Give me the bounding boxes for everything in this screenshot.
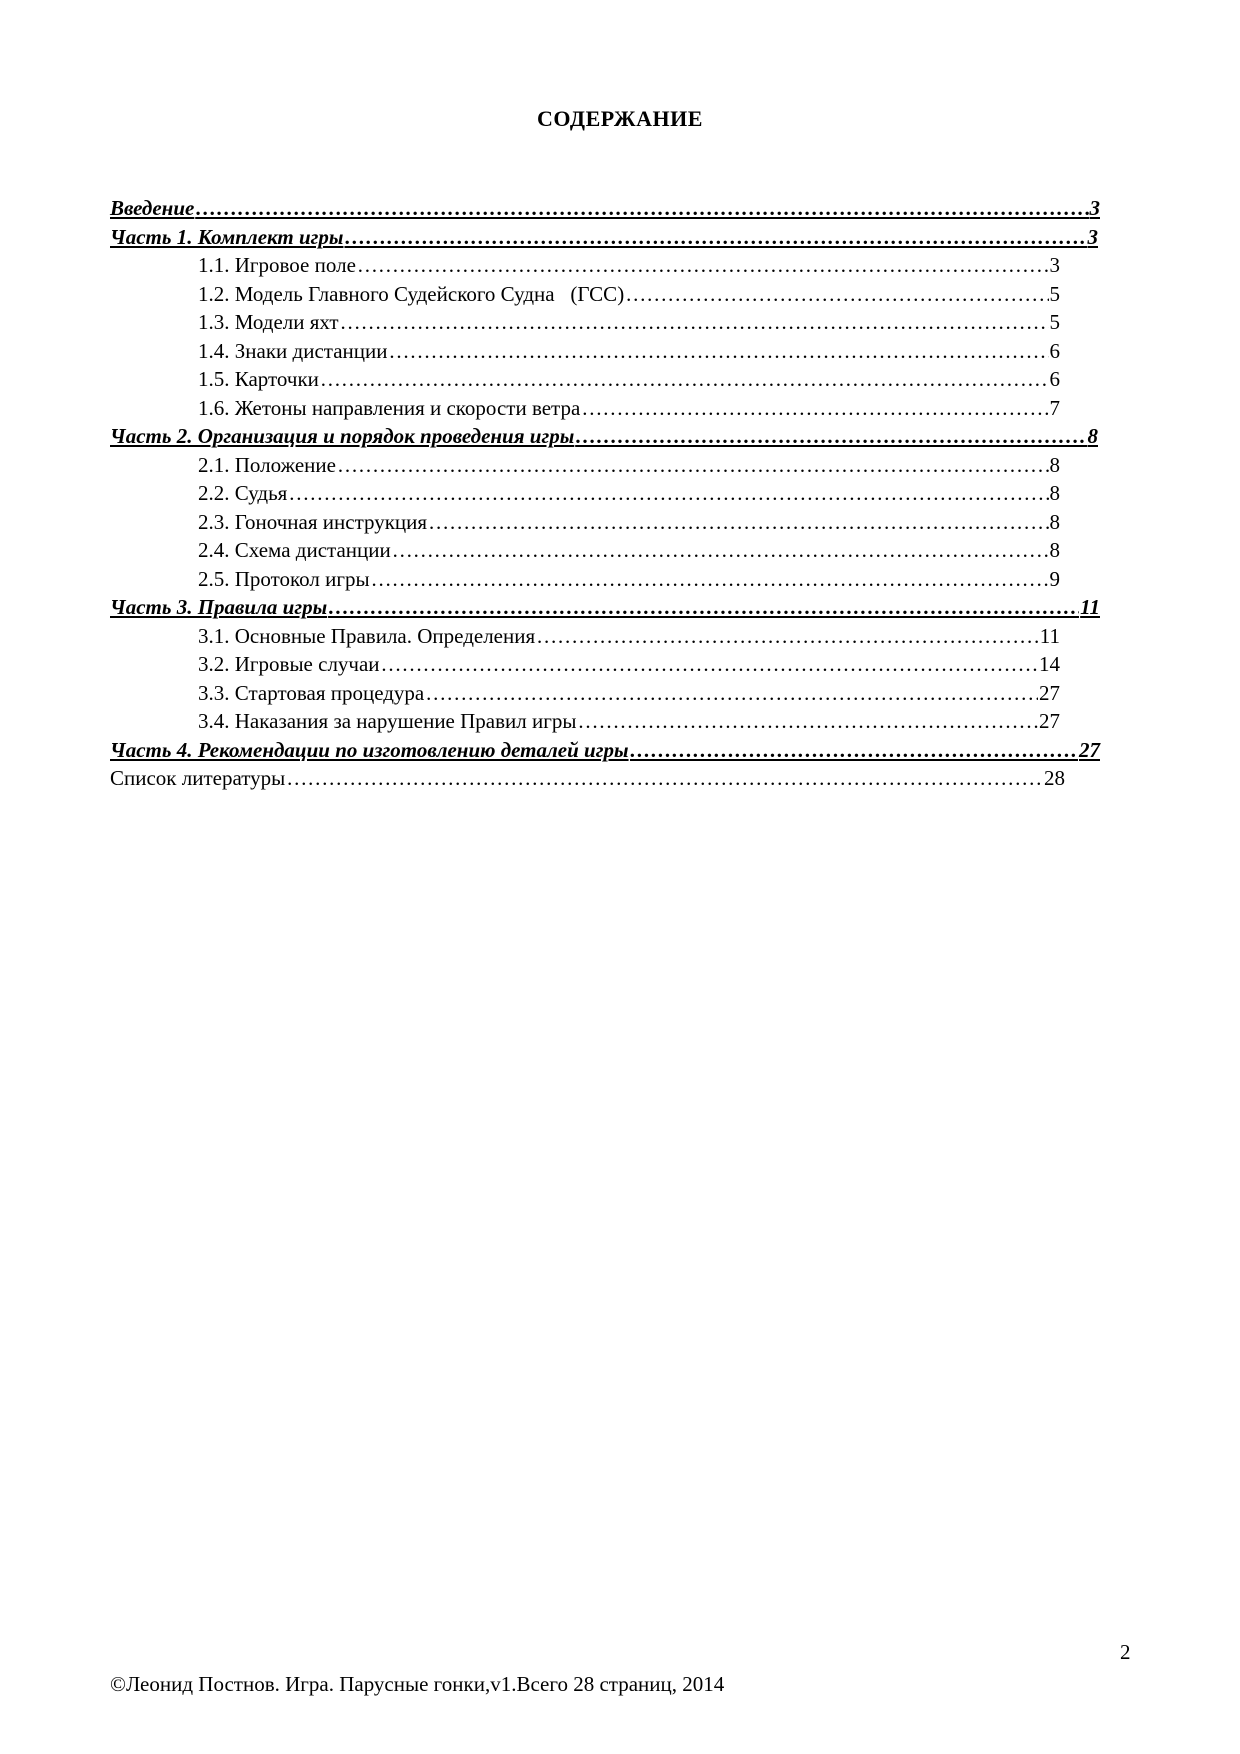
- toc-page-number: 5: [1049, 310, 1060, 334]
- toc-entry-label: Список литературы: [110, 766, 286, 790]
- toc-page-number: 27: [1039, 709, 1060, 733]
- toc-page-number: 6: [1049, 367, 1060, 391]
- toc-entry-label: Часть 1. Комплект игры: [110, 224, 344, 249]
- toc-dot-leader: [195, 196, 1088, 221]
- toc-entry-part-4[interactable]: [110, 738, 1100, 767]
- toc-entry-label: 2.3. Гоночная инструкция: [198, 509, 428, 534]
- toc-entry-2-2[interactable]: [110, 481, 1060, 510]
- toc-entry-intro[interactable]: [110, 196, 1100, 225]
- toc-dot-leader: [288, 481, 1048, 506]
- toc-page-number: 8: [1049, 481, 1060, 505]
- toc-dot-leader: [577, 709, 1038, 734]
- toc-page-number: 8: [1049, 452, 1060, 477]
- toc-dot-leader: [381, 652, 1038, 677]
- toc-dot-leader: [425, 681, 1038, 706]
- toc-entry-3-3[interactable]: [110, 681, 1060, 710]
- toc-page-number: 8: [1049, 509, 1060, 534]
- toc-entry-part-3[interactable]: [110, 595, 1100, 624]
- toc-page-number: 27: [1039, 680, 1060, 705]
- toc-page-number: 3: [1089, 196, 1100, 220]
- page-title: СОДЕРЖАНИЕ: [537, 106, 703, 131]
- toc-entry-label: 1.1. Игровое поле: [198, 253, 356, 277]
- toc-entry-label: Часть 3. Правила игры: [110, 595, 328, 619]
- toc-page-number: 11: [1039, 623, 1060, 648]
- toc-entry-label: 3.3. Стартовая процедура: [198, 680, 425, 705]
- toc-page-number: 3: [1049, 253, 1060, 277]
- toc-page-number: 8: [1049, 538, 1060, 562]
- toc-entry-label: 1.4. Знаки дистанции: [198, 338, 388, 363]
- toc-page-number: 11: [1080, 595, 1100, 619]
- toc-entry-part-1[interactable]: [110, 225, 1098, 254]
- toc-entry-label: 3.2. Игровые случаи: [198, 652, 380, 676]
- toc-entry-label: 1.6. Жетоны направления и скорости ветра: [198, 395, 581, 420]
- toc-entry-part-2[interactable]: [110, 424, 1098, 453]
- toc-entry-label: Часть 4. Рекомендации по изготовлению деталей игры: [110, 737, 629, 762]
- toc-dot-leader: [320, 367, 1049, 392]
- toc-page-number: 14: [1039, 652, 1060, 676]
- toc-entry-1-6[interactable]: [110, 396, 1060, 425]
- toc-entry-references[interactable]: [110, 766, 1065, 795]
- toc-entry-1-3[interactable]: [110, 310, 1060, 339]
- toc-dot-leader: [388, 339, 1048, 364]
- toc-dot-leader: [371, 567, 1049, 592]
- toc-dot-leader: [344, 225, 1086, 250]
- toc-entry-label: 2.1. Положение: [198, 452, 336, 477]
- toc-entry-label: 2.5. Протокол игры: [198, 566, 370, 591]
- toc-entry-label: 3.4. Наказания за нарушение Правил игры: [198, 709, 577, 733]
- toc-entry-label: 1.3. Модели яхт: [198, 310, 339, 334]
- toc-entry-3-1[interactable]: [110, 624, 1060, 653]
- toc-entry-3-4[interactable]: [110, 709, 1060, 738]
- toc-page-number: 3: [1087, 224, 1098, 249]
- toc-dot-leader: [286, 766, 1043, 791]
- toc-entry-2-5[interactable]: [110, 567, 1060, 596]
- toc-dot-leader: [357, 253, 1049, 278]
- page-number: 2: [1120, 1640, 1131, 1664]
- table-of-contents: [110, 196, 1100, 795]
- toc-page-number: 5: [1049, 281, 1060, 306]
- toc-entry-1-5[interactable]: [110, 367, 1060, 396]
- toc-dot-leader: [337, 453, 1049, 478]
- toc-page-number: 6: [1049, 338, 1060, 363]
- toc-entry-label: 3.1. Основные Правила. Определения: [198, 623, 536, 648]
- toc-page-number: 27: [1079, 737, 1100, 762]
- toc-entry-3-2[interactable]: [110, 652, 1060, 681]
- toc-entry-2-1[interactable]: [110, 453, 1060, 482]
- toc-entry-1-4[interactable]: [110, 339, 1060, 368]
- toc-dot-leader: [428, 510, 1048, 535]
- toc-entry-label: 2.4. Схема дистанции: [198, 538, 391, 562]
- toc-dot-leader: [630, 738, 1078, 763]
- toc-entry-2-3[interactable]: [110, 510, 1060, 539]
- toc-entry-1-1[interactable]: [110, 253, 1060, 282]
- toc-page-number: 7: [1049, 395, 1060, 420]
- toc-page-number: 28: [1044, 766, 1065, 790]
- toc-page-number: 9: [1049, 566, 1060, 591]
- toc-dot-leader: [328, 595, 1079, 620]
- toc-entry-1-2[interactable]: [110, 282, 1060, 311]
- toc-entry-label: 1.5. Карточки: [198, 367, 319, 391]
- toc-dot-leader: [536, 624, 1039, 649]
- toc-dot-leader: [340, 310, 1049, 335]
- toc-dot-leader: [392, 538, 1049, 563]
- toc-dot-leader: [625, 282, 1048, 307]
- toc-entry-2-4[interactable]: [110, 538, 1060, 567]
- toc-entry-label: 1.2. Модель Главного Судейского Судна (ГСС): [198, 281, 625, 306]
- toc-page-number: 8: [1087, 424, 1098, 448]
- toc-entry-label: 2.2. Судья: [198, 481, 288, 505]
- toc-dot-leader: [575, 424, 1086, 449]
- footer-copyright: ©Леонид Постнов. Игра. Парусные гонки,v1.Всего 28 страниц, 2014: [110, 1672, 725, 1696]
- toc-entry-label: Введение: [110, 196, 195, 220]
- toc-entry-label: Часть 2. Организация и порядок проведения игры: [110, 424, 575, 448]
- toc-dot-leader: [581, 396, 1048, 421]
